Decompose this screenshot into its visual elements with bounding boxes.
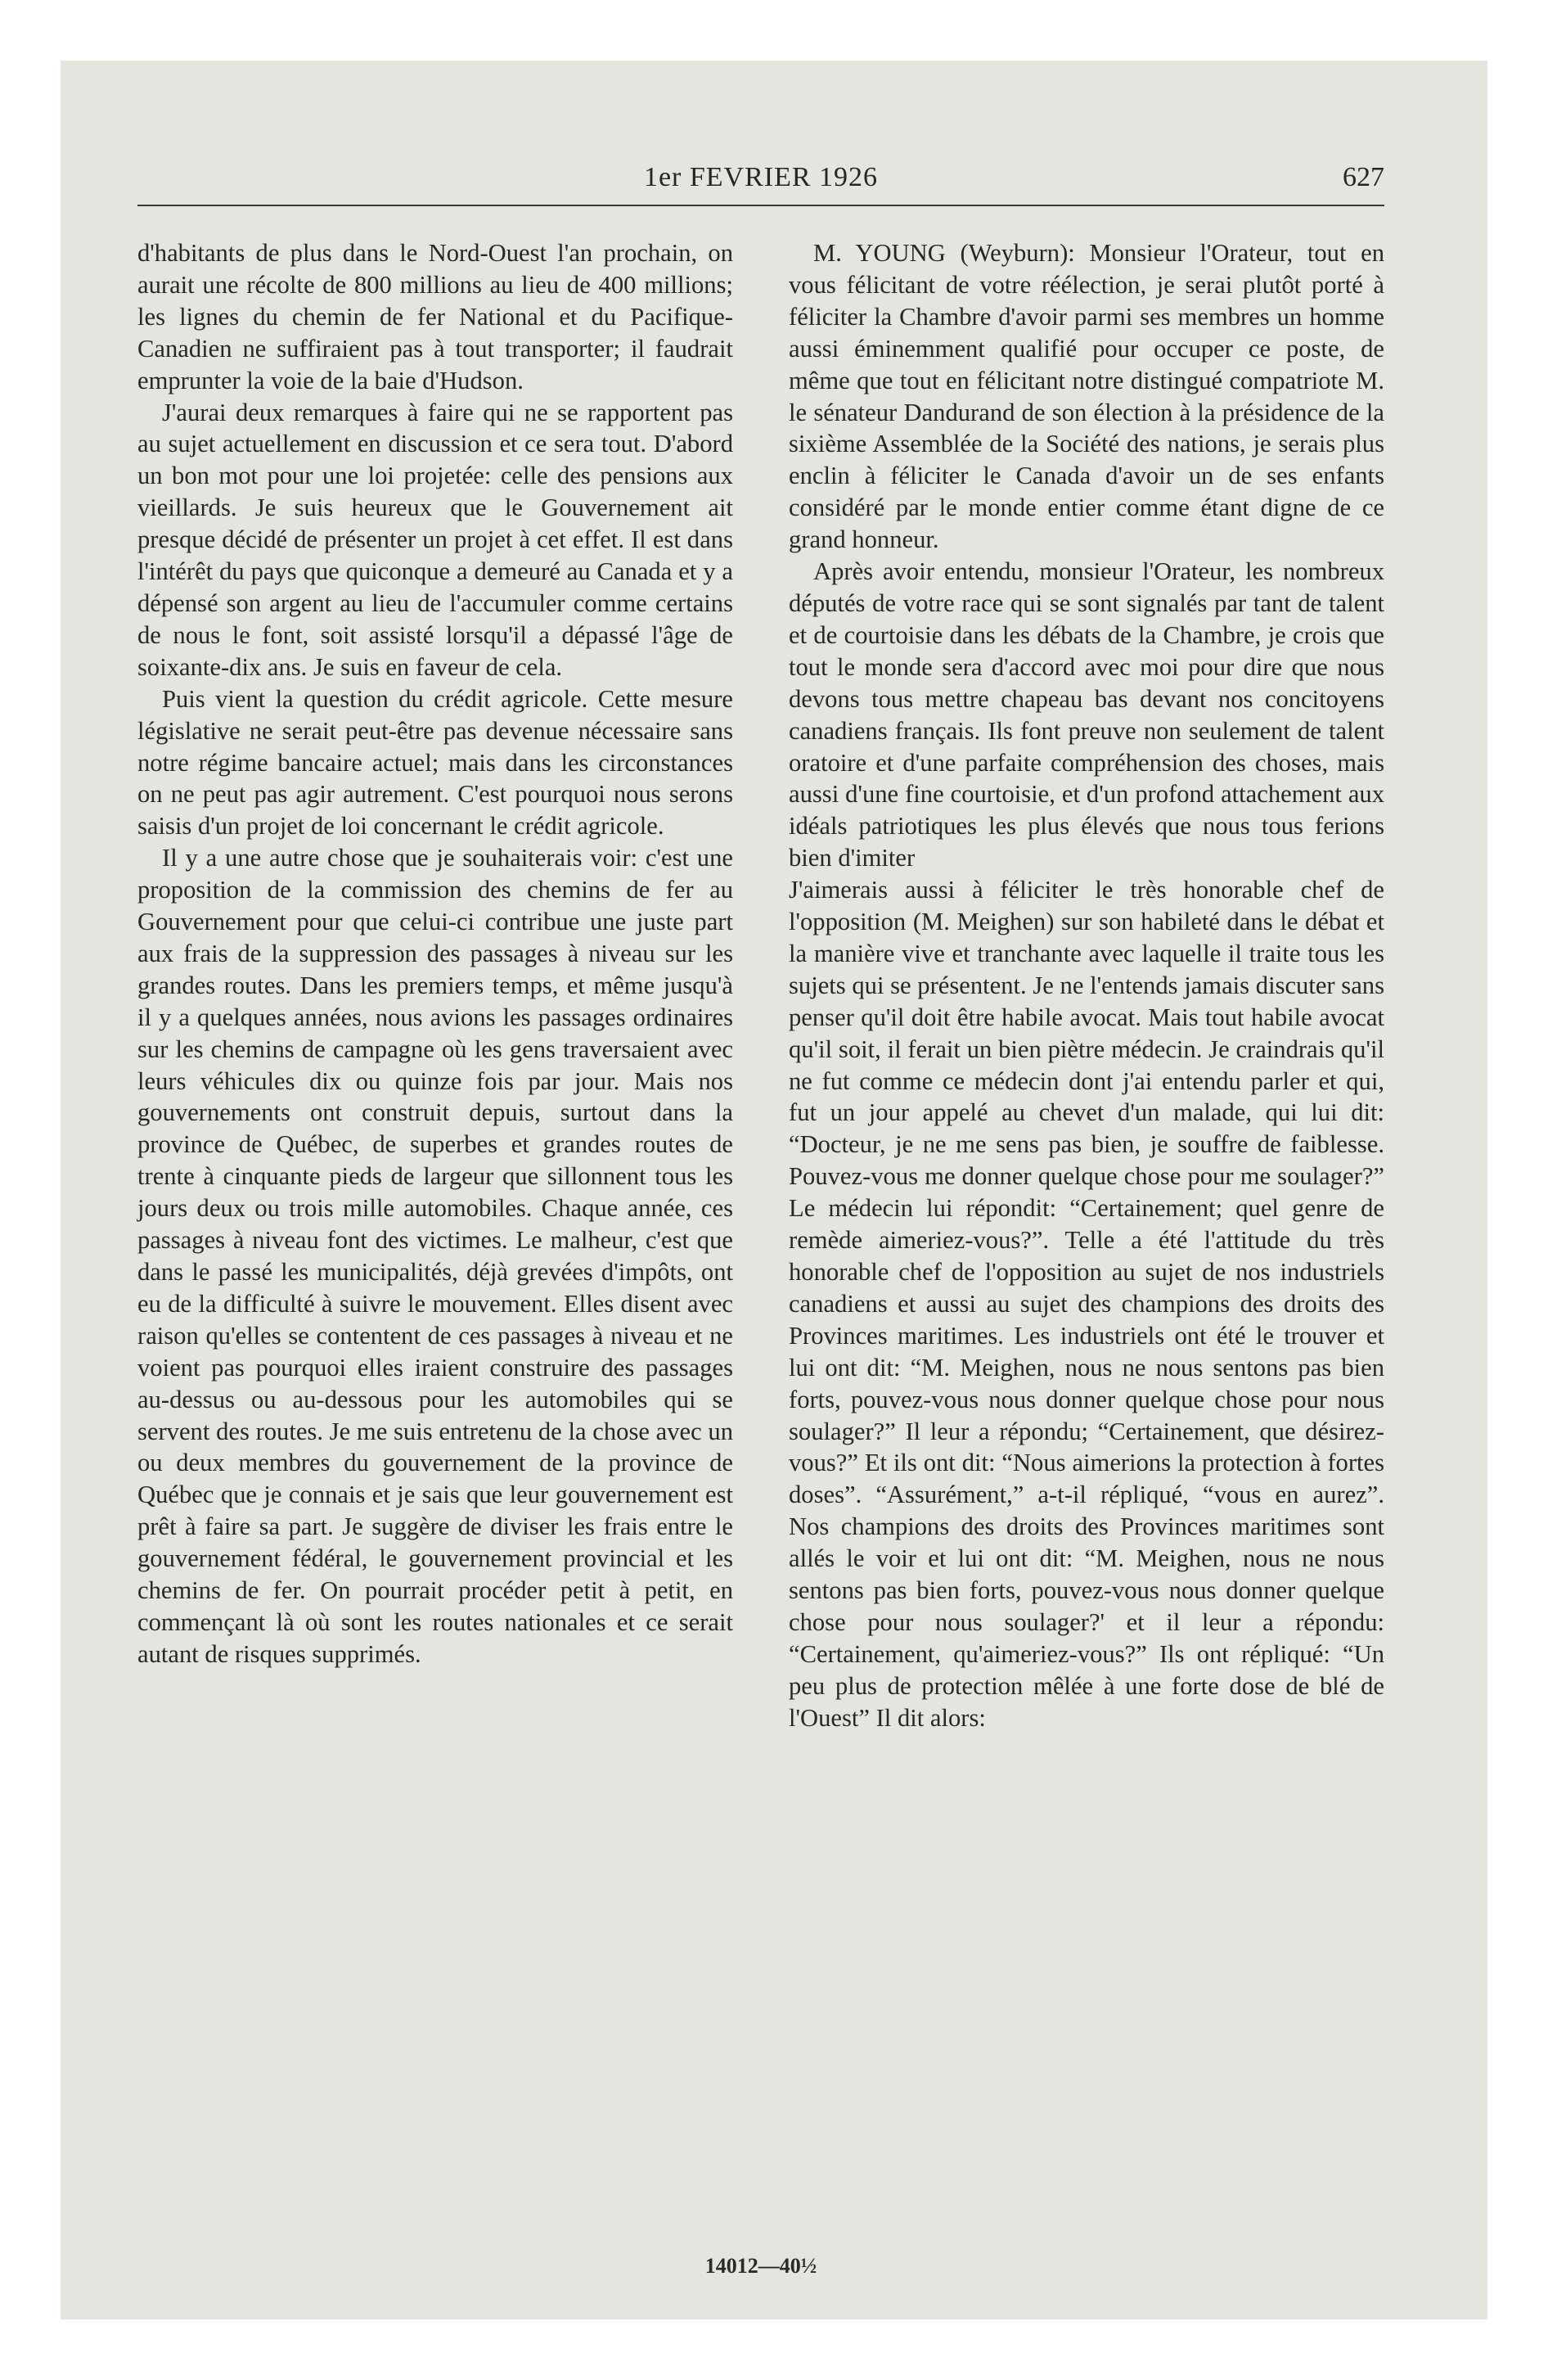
printer-signature: 14012—40½ xyxy=(704,2254,817,2278)
document-page xyxy=(137,162,1384,2278)
header-date: 1er FEVRIER 1926 xyxy=(643,162,879,192)
paragraph: J'aimerais aussi à féliciter le très honorable chef de l'opposition (M. Meighen) sur son habileté dans le débat et la manière vive et tranchante avec laquelle il traite tous les sujets qui se présentent. Je ne l'entends jamais discuter sans penser qu'il doit être habile avocat. Mais tout habile avocat qu'il soit, il ferait un bien piètre médecin. Je craindrais qu'il ne fut comme ce médecin dont j'ai entendu parler et qui, fut un jour appelé au chevet d'un malade, qui lui dit: “Docteur, je ne me sens pas bien, je souffre de faiblesse. Pouvez-vous me donner quelque chose pour me soulager?” Le médecin lui répondit: “Certainement; quel genre de remède aimeriez-vous?”. Telle a été l'attitude du très honorable chef de l'opposition au sujet de nos industriels canadiens et aussi au sujet des champions des droits des Provinces maritimes. Les industriels ont été le trouver et lui ont dit: “M. Meighen, nous ne nous sentons pas bien forts, pouvez-vous nous donner quelque chose pour nous soulager?” Il leur a répondu; “Certainement, que désirez-vous?” Et ils ont dit: “Nous aimerions la protection à fortes doses”. “Assurément,” a-t-il répliqué, “vous en aurez”. Nos champions des droits des Provinces maritimes sont allés le voir et lui ont dit: “M. Meighen, nous ne nous sentons pas bien forts, pouvez-vous nous donner quelque chose pour nous soulager?' et il leur a répondu: “Certainement, qu'aimeriez-vous?” Ils ont répliqué: “Un peu plus de protection mêlée à une forte dose de blé de l'Ouest” Il dit alors: xyxy=(789,876,1384,1732)
page-number: 627 xyxy=(1343,162,1384,192)
right-column xyxy=(789,237,1384,1734)
paragraph: d'habitants de plus dans le Nord-Ouest l'an prochain, on aurait une récolte de 800 millions au lieu de 400 millions; les lignes du chemin de fer National et du Pacifique-Canadien ne suffiraient pas à tout transporter; il faudrait emprunter la voie de la baie d'Hudson. xyxy=(137,239,733,394)
left-column xyxy=(137,237,733,1670)
paragraph: J'aurai deux remarques à faire qui ne se rapportent pas au sujet actuellement en discussion et ce sera tout. D'abord un bon mot pour une loi projetée: celle des pensions aux vieillards. Je suis heureux que le Gouvernement ait presque décidé de présenter un projet à cet effet. Il est dans l'intérêt du pays que quiconque a demeuré au Canada et y a dépensé son argent au lieu de l'accumuler comme certains de nous le font, soit assisté lorsqu'il a dépassé l'âge de soixante-dix ans. Je suis en faveur de cela. xyxy=(137,398,733,681)
page-header xyxy=(137,162,1384,203)
header-rule xyxy=(137,205,1384,206)
paragraph: Après avoir entendu, monsieur l'Orateur, les nombreux députés de votre race qui se sont signalés par tant de talent et de courtoisie dans les débats de la Chambre, je crois que tout le monde sera d'accord avec moi pour dire que nous devons tous mettre chapeau bas devant nos concitoyens canadiens français. Ils font preuve non seulement de talent oratoire et d'une parfaite compréhension des choses, mais aussi d'une fine courtoisie, et d'un profond attachement aux idéals patriotiques les plus élevés que nous tous ferions bien d'imiter xyxy=(789,557,1384,872)
paragraph: M. YOUNG (Weyburn): Monsieur l'Orateur, tout en vous félicitant de votre réélection, je serai plutôt porté à féliciter la Chambre d'avoir parmi ses membres un homme aussi éminemment qualifié pour occuper ce poste, de même que tout en félicitant notre distingué compatriote M. le sénateur Dandurand de son élection à la présidence de la sixième Assemblée de la Société des nations, je serais plus enclin à féliciter le Canada d'avoir un de ses enfants considéré par le monde entier comme étant digne de ce grand honneur. xyxy=(789,239,1384,554)
paragraph: Il y a une autre chose que je souhaiterais voir: c'est une proposition de la commission des chemins de fer au Gouvernement pour que celui-ci contribue une juste part aux frais de la suppression des passages à niveau sur les grandes routes. Dans les premiers temps, et même jusqu'à il y a quelques années, nous avions les passages ordinaires sur les chemins de campagne où les gens traversaient avec leurs véhicules dix ou quinze fois par jour. Mais nos gouvernements ont construit depuis, surtout dans la province de Québec, de superbes et grandes routes de trente à cinquante pieds de largeur que sillonnent tous les jours deux ou trois mille automobiles. Chaque année, ces passages à niveau font des victimes. Le malheur, c'est que dans le passé les municipalités, déjà grevées d'impôts, ont eu de la difficulté à suivre le mouvement. Elles disent avec raison qu'elles se contentent de ces passages à niveau et ne voient pas pourquoi elles iraient construire des passages au-dessus ou au-dessous pour les automobiles qui se servent des routes. Je me suis entretenu de la chose avec un ou deux membres du gouvernement de la province de Québec que je connais et je sais que leur gouvernement est prêt à faire sa part. Je suggère de diviser les frais entre le gouvernement fédéral, le gouvernement provincial et les chemins de fer. On pourrait procéder petit à petit, en commençant là où sont les routes nationales et ce serait autant de risques supprimés. xyxy=(137,844,733,1668)
paragraph: Puis vient la question du crédit agricole. Cette mesure législative ne serait peut-être pas devenue nécessaire sans notre régime bancaire actuel; mais dans les circonstances on ne peut pas agir autrement. C'est pourquoi nous serons saisis d'un projet de loi concernant le crédit agricole. xyxy=(137,684,733,841)
